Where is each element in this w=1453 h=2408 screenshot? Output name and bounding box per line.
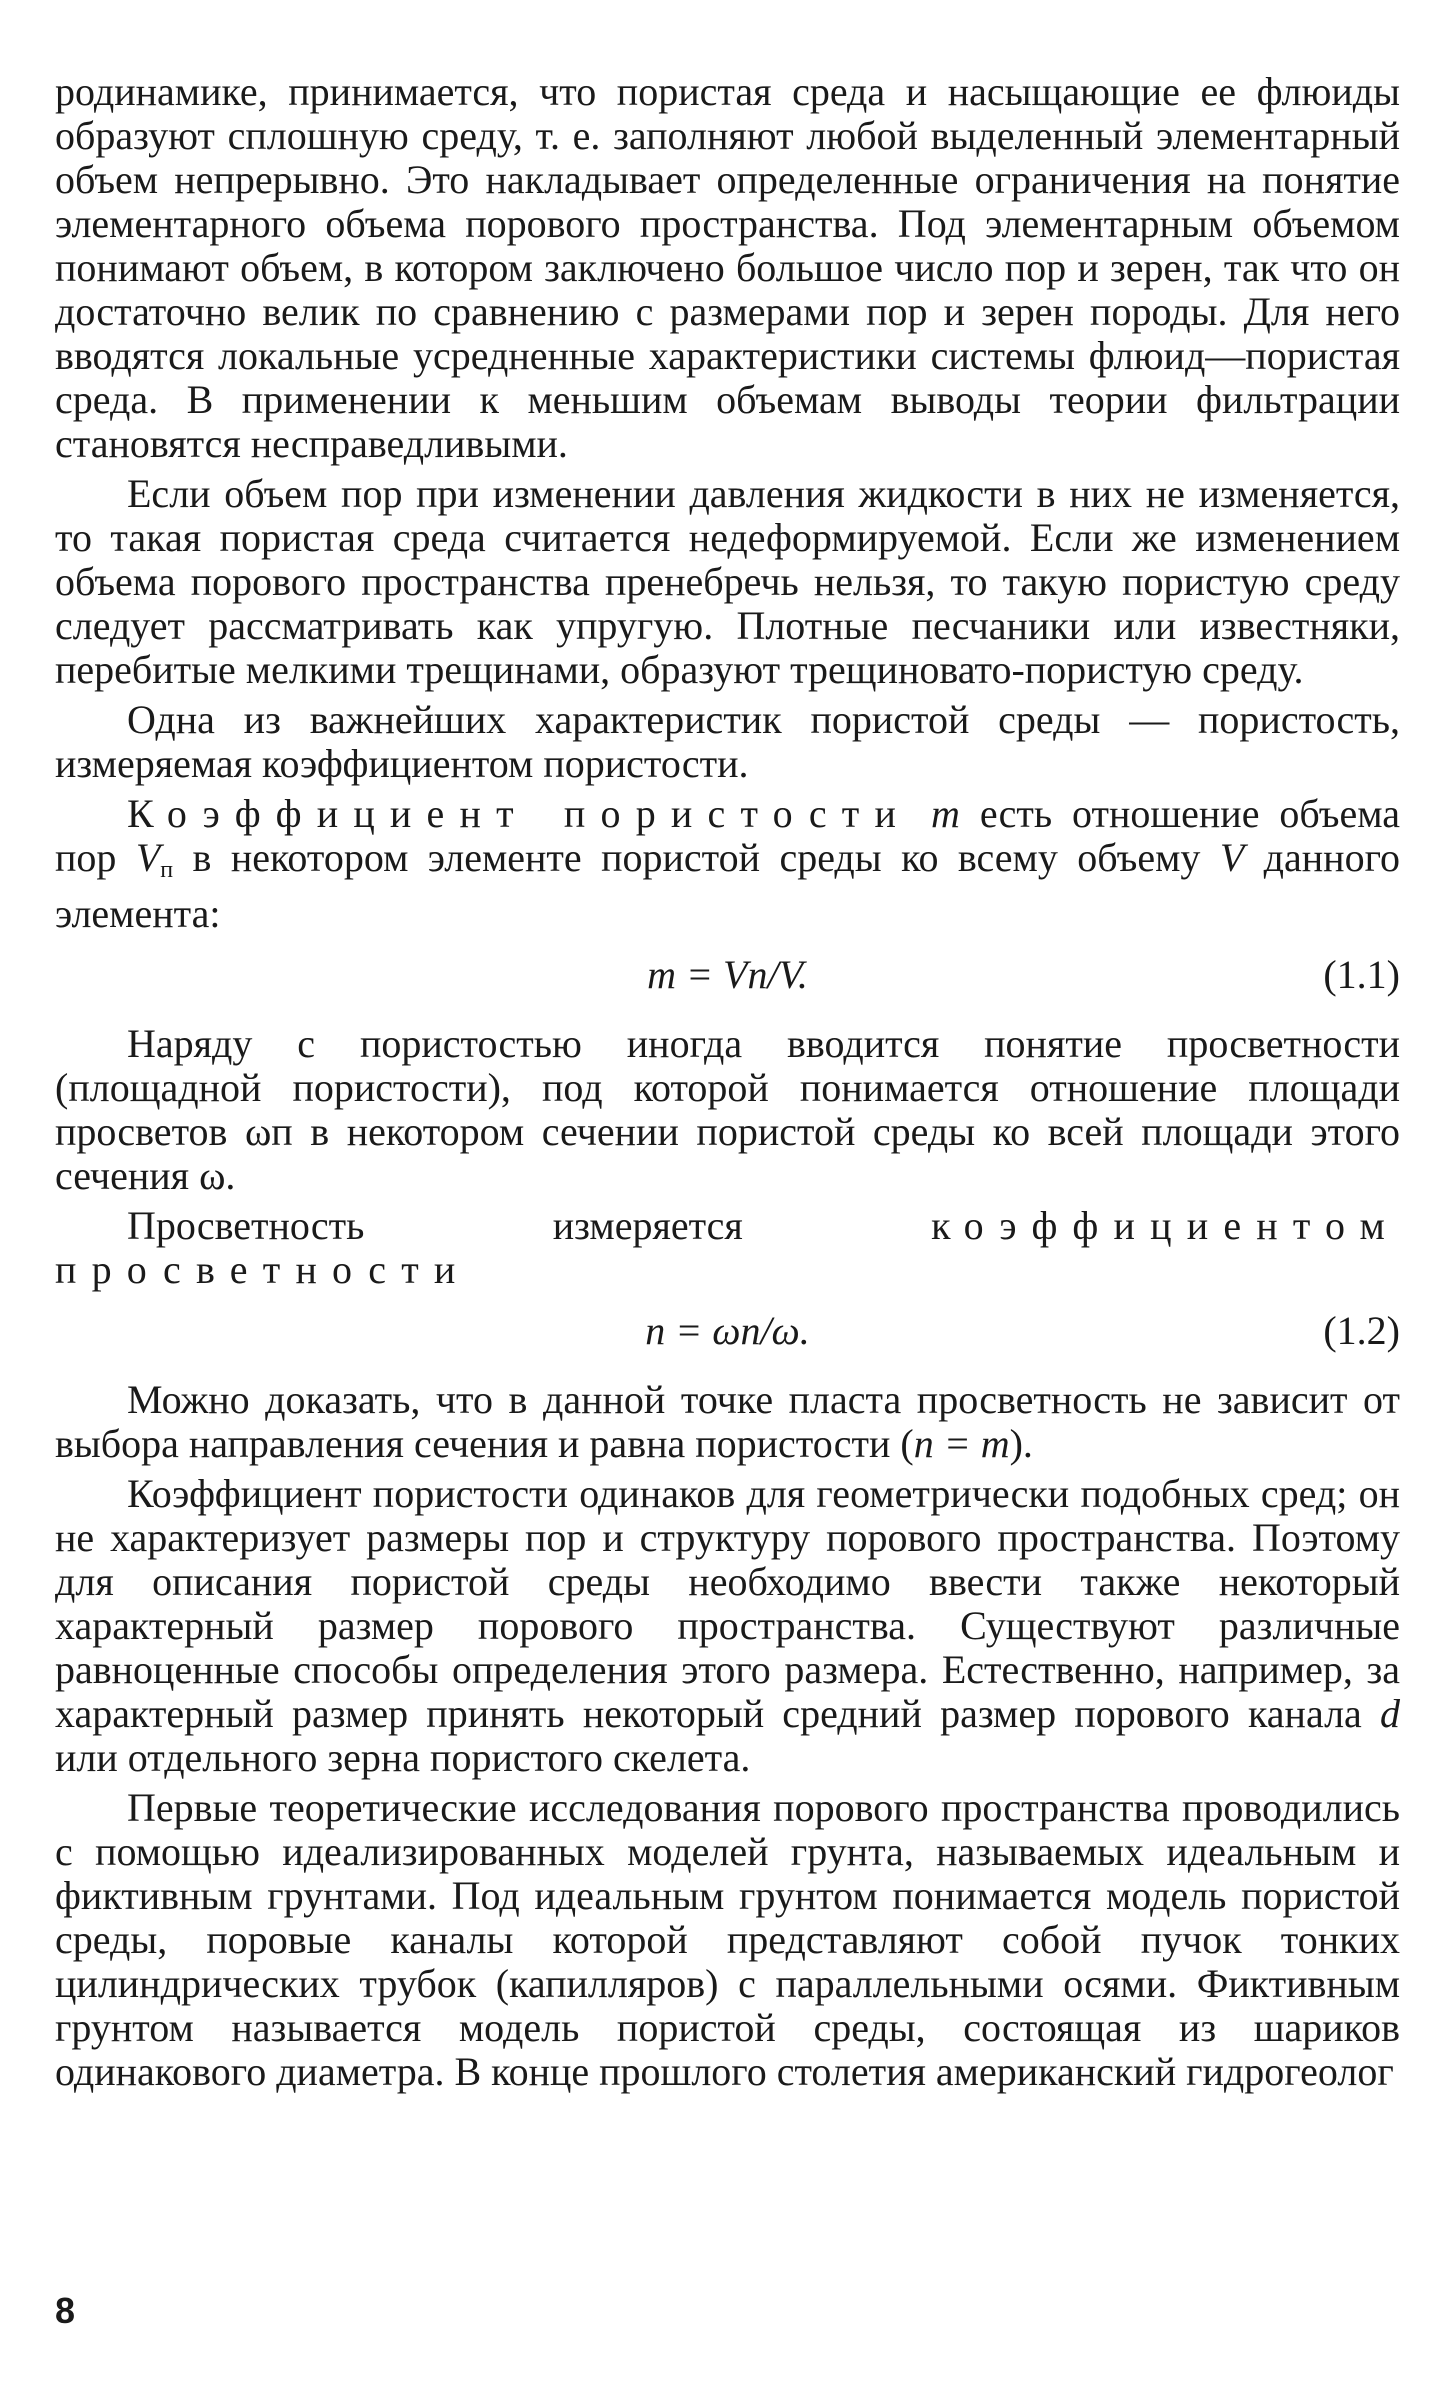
paragraph-3: Одна из важнейших характеристик пористой среды — пористость, измеряемая коэффициентом пористости. (55, 697, 1400, 786)
paragraph-2: Если объем пор при изменении давления жидкости в них не изменяется, то такая пористая среда считается недеформируемой. Если же изменением объема порового пространства пренебречь нельзя, то такую пористую среду следует рассматривать как упругую. Плотные песчаники или известняки, перебитые мелкими трещинами, образуют трещиновато-пористую среду. (55, 471, 1400, 692)
symbol-vn: V (135, 835, 161, 880)
paragraph-8 (55, 1472, 1400, 1780)
paragraph-1: родинамике, принимается, что пористая среда и насыщающие ее флюиды образуют сплошную среду, т. е. заполняют любой выделенный элементарный объем непрерывно. Это накладывает определенные ограничения на понятие элементарного объема порового пространства. Под элементарным объемом понимают объем, в котором заключено большое число пор и зерен, так что он достаточно велик по сравнению с размерами пор и зерен породы. Для него вводятся локальные усредненные характеристики системы флюид—пористая среда. В применении к меньшим объемам выводы теории фильтрации становятся несправедливыми. (55, 69, 1400, 466)
symbol-vn-sub: п (160, 857, 174, 883)
term-porosity-coefficient: Коэффициент пористости (127, 791, 912, 836)
paragraph-5: Наряду с пористостью иногда вводится понятие просветности (площадной пористости), под которой понимается отношение площади просветов ωп в некотором сечении пористой среды ко всей площади этого сечения ω. (55, 1021, 1400, 1198)
paragraph-4-text-a: есть отношение объема пор (55, 791, 1400, 880)
paragraph-4-text-b: в некотором элементе пористой среды ко всему объему (192, 835, 1201, 880)
paragraph-8-text-b: или отдельного зерна пористого скелета. (55, 1735, 751, 1780)
paragraph-4-text-c: данного элемента: (55, 835, 1400, 936)
formula-1-1-number: (1.1) (1323, 952, 1400, 997)
formula-1-2-number: (1.2) (1323, 1308, 1400, 1353)
equation-n-equals-m: n = m (913, 1421, 1010, 1466)
paragraph-6 (55, 1204, 1400, 1292)
paragraph-9: Первые теоретические исследования порового пространства проводились с помощью идеализированных моделей грунта, называемых идеальным и фиктивным грунтами. Под идеальным грунтом понимается модель пористой среды, поровые каналы которой представляют собой пучок тонких цилиндрических трубок (капилляров) с параллельными осями. Фиктивным грунтом называется модель пористой среды, состоящая из шариков одинакового диаметра. В конце прошлого столетия американский гидрогеолог (55, 1785, 1400, 2094)
symbol-v: V (1219, 835, 1245, 880)
symbol-m: m (931, 791, 960, 836)
paragraph-4 (55, 792, 1400, 936)
formula-1-2 (55, 1306, 1400, 1356)
formula-1-2-expression: n = ωп/ω. (645, 1308, 810, 1353)
page-body (55, 70, 1400, 2100)
paragraph-6-text: Просветность измеряется (127, 1203, 743, 1248)
page-number: 8 (55, 2290, 76, 2331)
formula-1-1-expression: m = Vп/V. (647, 952, 808, 997)
paragraph-7 (55, 1378, 1400, 1466)
formula-1-1 (55, 950, 1400, 1000)
symbol-d: d (1380, 1691, 1400, 1736)
paragraph-8-text-a: Коэффициент пористости одинаков для геометрически подобных сред; он не характеризует размеры пор и структуру порового пространства. Поэтому для описания пористой среды необходимо ввести также некоторый характерный размер порового пространства. Существуют различные равноценные способы определения этого размера. Естественно, например, за характерный размер принять некоторый средний размер порового канала (55, 1471, 1400, 1736)
paragraph-7-text-b: ). (1009, 1421, 1033, 1466)
paragraph-7-text-a: Можно доказать, что в данной точке пласта просветность не зависит от выбора направления сечения и равна пористости ( (55, 1377, 1400, 1466)
term-transparency-coefficient: коэффициентом просветности (55, 1203, 1400, 1292)
